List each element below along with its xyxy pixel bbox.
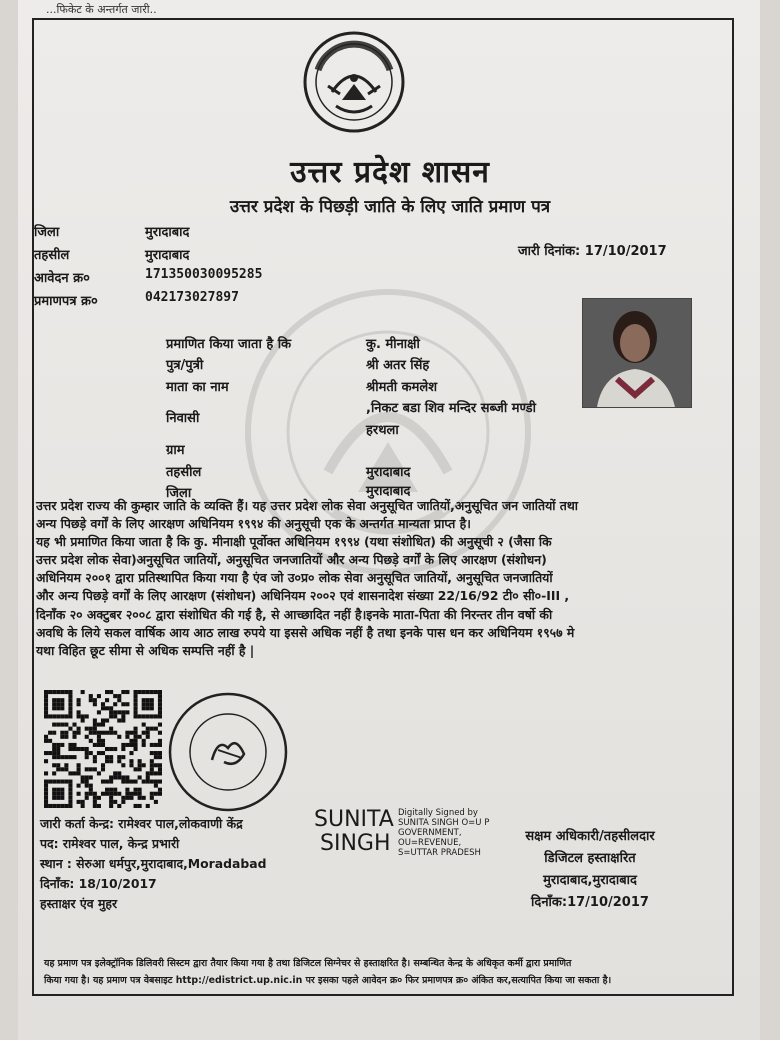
- document-subtitle: उत्तर प्रदेश के पिछड़ी जाति के लिए जाति प्रमाण पत्र: [229, 197, 551, 217]
- certificate-label: प्रमाणपत्र क्र०: [34, 294, 98, 309]
- mother-label: माता का नाम: [166, 380, 229, 395]
- parent-name: श्री अतर सिंह: [366, 358, 430, 373]
- footer-line: यह प्रमाण पत्र इलेक्ट्रॉनिक डिलिवरी सिस्टम द्वारा तैयार किया गया है तथा डिजिटल सिग्नेचर से हस्ताक्षरित है। सम्बन्धित केन्द्र के अधिकृत कर्मी द्वारा प्रमाणित: [44, 958, 572, 969]
- issuer-block: [40, 814, 266, 914]
- top-note: ...फिकेट के अन्तर्गत जारी..: [46, 3, 157, 16]
- issuer-date: दिनाँक: 18/10/2017: [40, 876, 157, 891]
- issue-date: जारी दिनांक: 17/10/2017: [518, 244, 667, 259]
- signature-detail-line: Digitally Signed by: [398, 808, 478, 818]
- qr-code-icon: [44, 690, 162, 808]
- body-line: अधिनियम २००१ द्वारा प्रतिस्थापित किया गया है एंव जो उ०प्र० लोक सेवा अनुसूचित जातियों, अनुसूचित जनजातियों: [36, 570, 553, 586]
- person-district-value: मुरादाबाद: [366, 484, 411, 499]
- certificate-number: 042173027897: [145, 290, 239, 305]
- officer-block: [500, 826, 680, 914]
- body-line: और अन्य पिछड़े वर्गों के लिए आरक्षण (संशोधन) अधिनियम २००२ एवं शासनादेश संख्या 22/16/92 टी० सी०-III ,: [36, 588, 570, 604]
- tehsil-label: तहसील: [34, 248, 70, 263]
- applicant-photo: [582, 298, 692, 408]
- officer-title: सक्षम अधिकारी/तहसीलदार: [525, 829, 655, 844]
- officer-place: मुरादाबाद,मुरादाबाद: [543, 873, 637, 888]
- document-title: उत्तर प्रदेश शासन: [290, 155, 490, 190]
- body-line: यथा विहित छूट सीमा से अधिक सम्पत्ति नहीं है |: [36, 642, 255, 658]
- signature-detail-line: OU=REVENUE,: [398, 838, 462, 848]
- issuer-sign: हस्ताक्षर एंव मुहर: [40, 896, 118, 911]
- body-line: अवधि के लिये सकल वार्षिक आय आठ लाख रुपये या इससे अधिक नहीं है तथा इनके पास धन कर अधिनियम १९५७ मे: [36, 624, 575, 640]
- person-district-label: जिला: [166, 486, 192, 501]
- tehsil-value: मुरादाबाद: [145, 248, 190, 263]
- body-line: दिनाँक २० अक्टुबर २००८ द्वारा संशोधित की गई है, से आच्छादित नहीं है।इनके माता-पिता की निरन्तर तीन वर्षो की: [36, 606, 553, 622]
- body-line: उत्तर प्रदेश राज्य की कुम्हार जाति के व्यक्ति हैं। यह उत्तर प्रदेश लोक सेवा अनुसूचित जातियों,अनुसूचित जन जातियों तथा: [36, 498, 578, 513]
- footer-line: किया गया है। यह प्रमाण पत्र वेबसाइट http://edistrict.up.nic.in पर इसका पहले आवेदन क्र० फिर प्रमाणपत्र क्र० अंकित कर,सत्यापित किया जा सकता है।: [44, 975, 612, 986]
- verification-footer: [44, 955, 708, 989]
- officer-signed: डिजिटल हस्ताक्षरित: [544, 851, 636, 866]
- certify-label: प्रमाणित किया जाता है कि: [166, 337, 292, 352]
- mother-name: श्रीमती कमलेश: [366, 380, 438, 395]
- residence-address-2: हरथला: [366, 423, 399, 438]
- issuer-place: स्थान : सेरुआ धर्मपुर,मुरादाबाद,Moradabad: [40, 856, 267, 871]
- residence-address: ,निकट बडा शिव मन्दिर सब्जी मण्डी: [366, 401, 536, 416]
- officer-date: दिनाँक:17/10/2017: [531, 895, 649, 910]
- parent-label: पुत्र/पुत्री: [166, 358, 204, 373]
- body-line: उत्तर प्रदेश लोक सेवा)अनुसूचित जातियों, अनुसूचित जनजातियों और अन्य पिछड़े वर्गों के लिए आरक्षण (संशोधन): [36, 552, 547, 568]
- up-government-emblem-icon: [302, 30, 406, 134]
- village-label: ग्राम: [166, 443, 185, 458]
- body-line: यह भी प्रमाणित किया जाता है कि कु. मीनाक्षी पूर्वोक्त अधिनियम १९९४ (यथा संशोधित) की अनुसूची २ (जैसा कि: [36, 534, 552, 550]
- application-label: आवेदन क्र०: [34, 271, 90, 286]
- signature-detail-line: SUNITA SINGH O=U P: [398, 818, 490, 828]
- certify-name: कु. मीनाक्षी: [366, 337, 420, 352]
- residence-label: निवासी: [166, 411, 200, 426]
- issuer-post: पद: रामेश्वर पाल, केन्द्र प्रभारी: [40, 836, 180, 851]
- signature-detail-line: GOVERNMENT,: [398, 828, 462, 838]
- person-tehsil-label: तहसील: [166, 465, 202, 480]
- lokvani-seal-icon: [166, 690, 290, 814]
- body-line: अन्य पिछड़े वर्गों के लिए आरक्षण अधिनियम १९९४ की अनुसूची एक के अन्तर्गत मान्यता प्राप्त है।: [36, 516, 471, 532]
- person-photo-icon: [583, 299, 691, 407]
- certificate-body: [36, 497, 700, 660]
- issuer-center: जारी कर्ता केन्द्र: रामेश्वर पाल,लोकवाणी केंद्र: [40, 816, 243, 831]
- person-tehsil-value: मुरादाबाद: [366, 465, 411, 480]
- digital-signature-detail: [398, 808, 489, 858]
- application-number: 17135003009528​5: [145, 267, 263, 282]
- digital-signature-name: [314, 808, 394, 856]
- signature-name-line: SUNITA: [314, 807, 394, 832]
- district-label: जिला: [34, 225, 60, 240]
- district-value: मुरादाबाद: [145, 225, 190, 240]
- signature-detail-line: S=UTTAR PRADESH: [398, 848, 481, 858]
- signature-name-line: SINGH: [320, 831, 391, 856]
